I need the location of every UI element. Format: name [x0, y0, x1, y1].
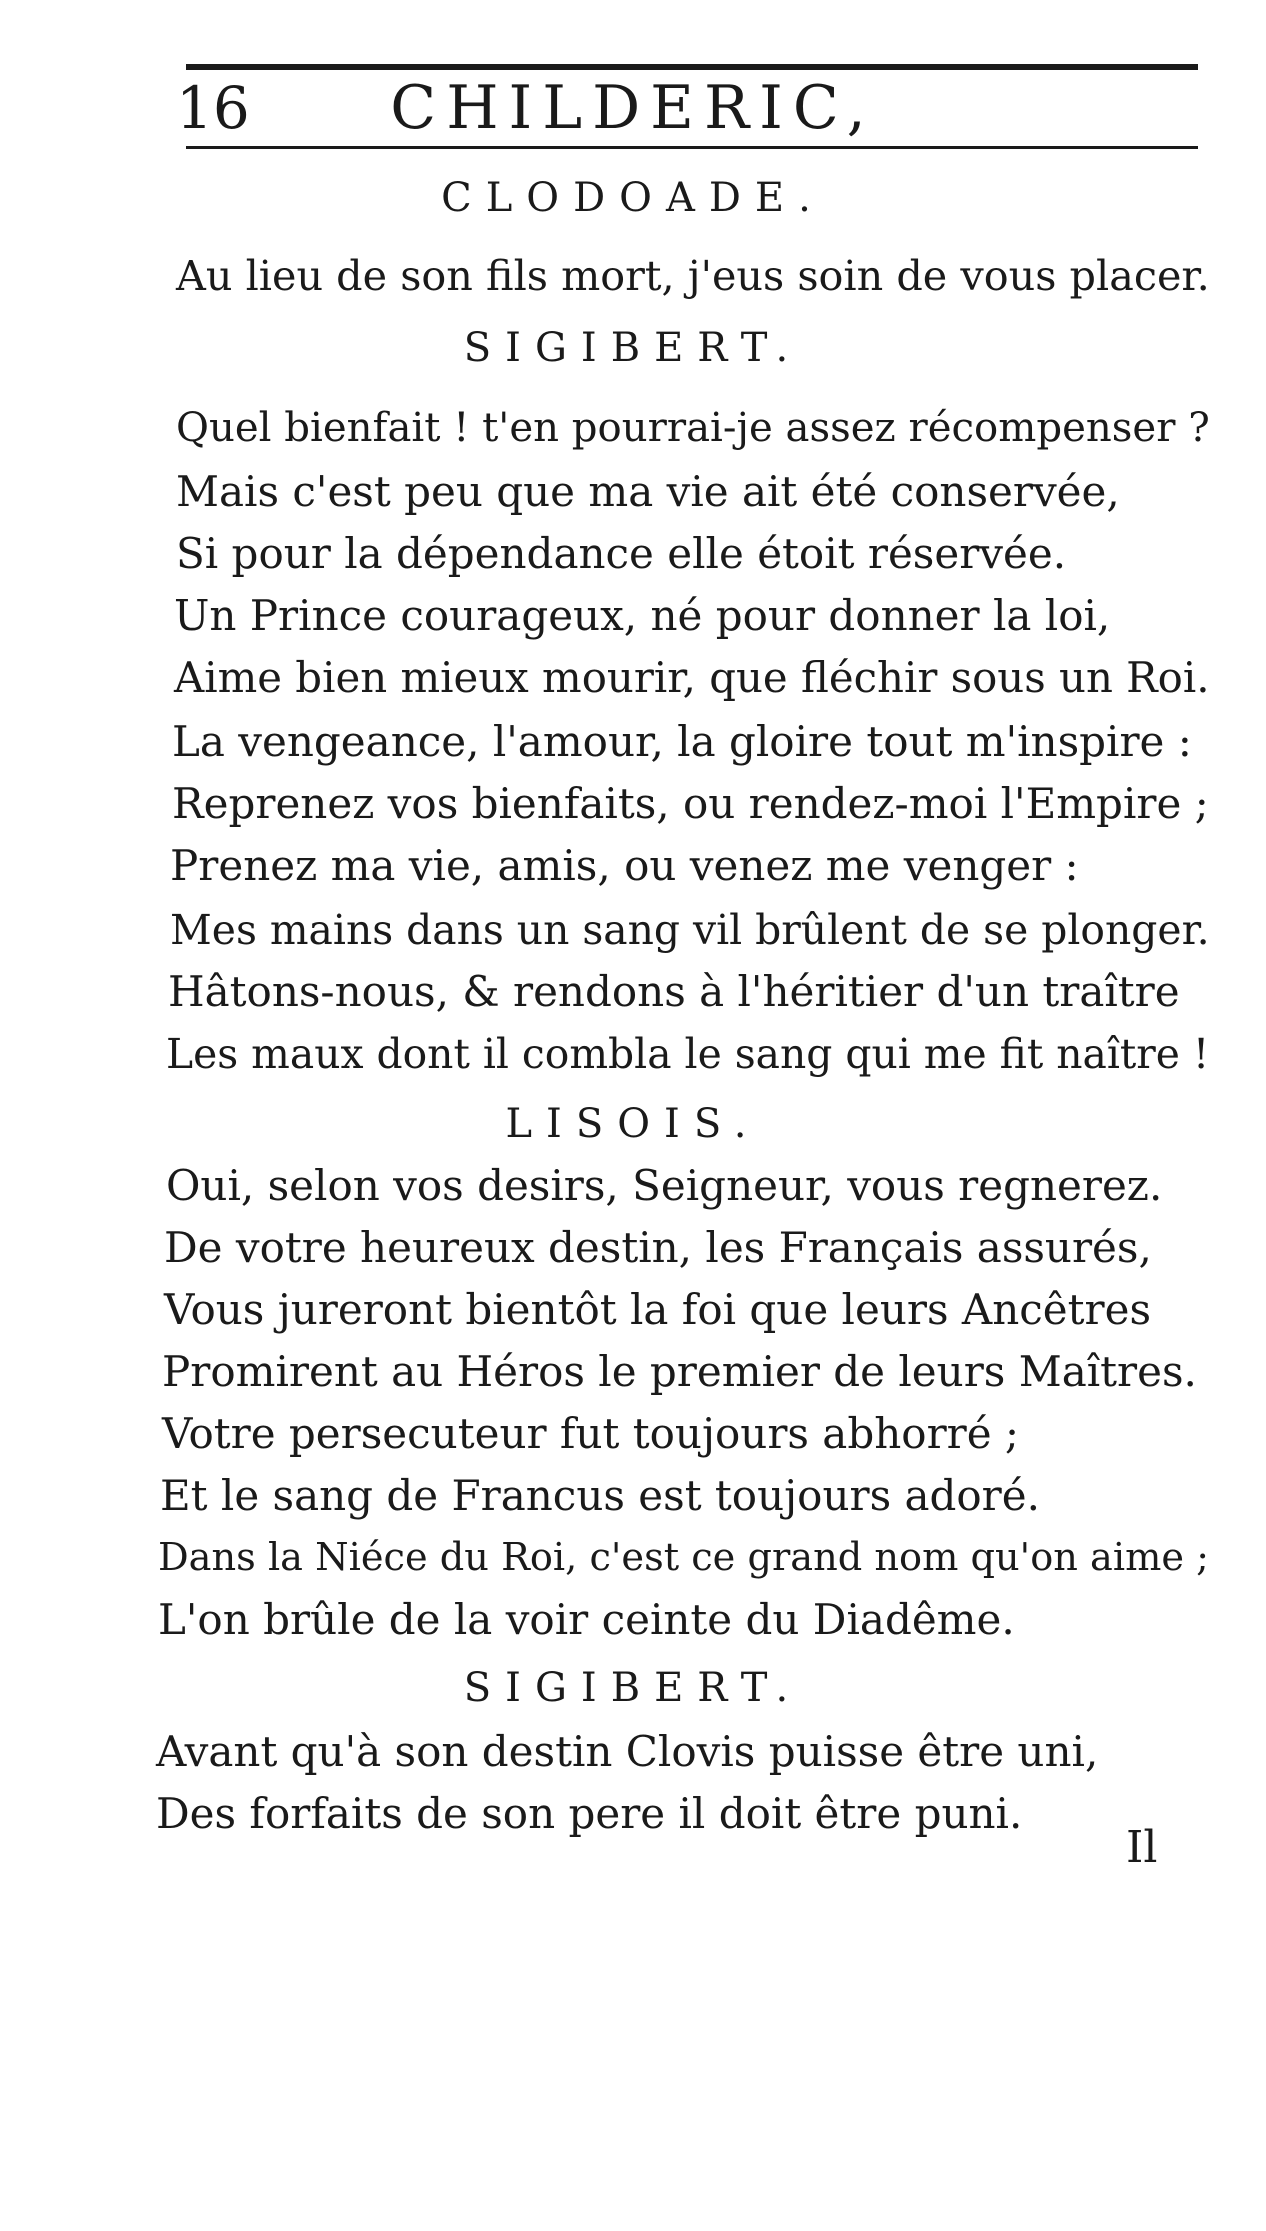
- verse-line: Vous jureront bientôt la foi que leurs Ancêtres: [164, 1285, 1151, 1334]
- speaker-name: SIGIBERT.: [463, 325, 803, 371]
- verse-line: Aime bien mieux mourir, que fléchir sous un Roi.: [174, 653, 1210, 702]
- verse-line: Mais c'est peu que ma vie ait été conservée,: [176, 467, 1120, 516]
- speaker-name: CLODOADE.: [441, 175, 825, 221]
- running-title: CHILDERIC,: [390, 73, 876, 143]
- header-rule-bottom: [186, 146, 1198, 149]
- verse-line: Et le sang de Francus est toujours adoré.: [160, 1471, 1040, 1520]
- verse-line: Votre persecuteur fut toujours abhorré ;: [162, 1409, 1020, 1458]
- verse-line: Dans la Niéce du Roi, c'est ce grand nom qu'on aime ;: [158, 1535, 1210, 1580]
- verse-line: La vengeance, l'amour, la gloire tout m'inspire :: [172, 717, 1192, 766]
- catchword: Il: [1126, 1822, 1158, 1873]
- verse-line: Prenez ma vie, amis, ou venez me venger :: [170, 841, 1079, 890]
- verse-line: Oui, selon vos desirs, Seigneur, vous regnerez.: [166, 1161, 1163, 1210]
- verse-line: Mes mains dans un sang vil brûlent de se plonger.: [170, 906, 1210, 954]
- page-number: 16: [176, 74, 250, 142]
- verse-line: Avant qu'à son destin Clovis puisse être uni,: [156, 1727, 1099, 1776]
- verse-line: Quel bienfait ! t'en pourrai-je assez récompenser ?: [176, 405, 1210, 451]
- verse-line: L'on brûle de la voir ceinte du Diadême.: [158, 1595, 1015, 1644]
- verse-line: Des forfaits de son pere il doit être puni.: [156, 1789, 1023, 1838]
- verse-line: Un Prince courageux, né pour donner la loi,: [174, 591, 1111, 640]
- verse-line: Au lieu de son fils mort, j'eus soin de vous placer.: [176, 252, 1210, 300]
- verse-line: Promirent au Héros le premier de leurs Maîtres.: [162, 1347, 1197, 1396]
- verse-line: Hâtons-nous, & rendons à l'héritier d'un traître: [168, 967, 1180, 1016]
- speaker-name: LISOIS.: [505, 1101, 761, 1147]
- speaker-name: SIGIBERT.: [463, 1665, 803, 1711]
- verse-line: Si pour la dépendance elle étoit réservée.: [176, 529, 1067, 578]
- verse-line: Les maux dont il combla le sang qui me fit naître !: [166, 1030, 1210, 1078]
- verse-line: Reprenez vos bienfaits, ou rendez-moi l'Empire ;: [172, 779, 1209, 828]
- verse-line: De votre heureux destin, les Français assurés,: [164, 1223, 1152, 1272]
